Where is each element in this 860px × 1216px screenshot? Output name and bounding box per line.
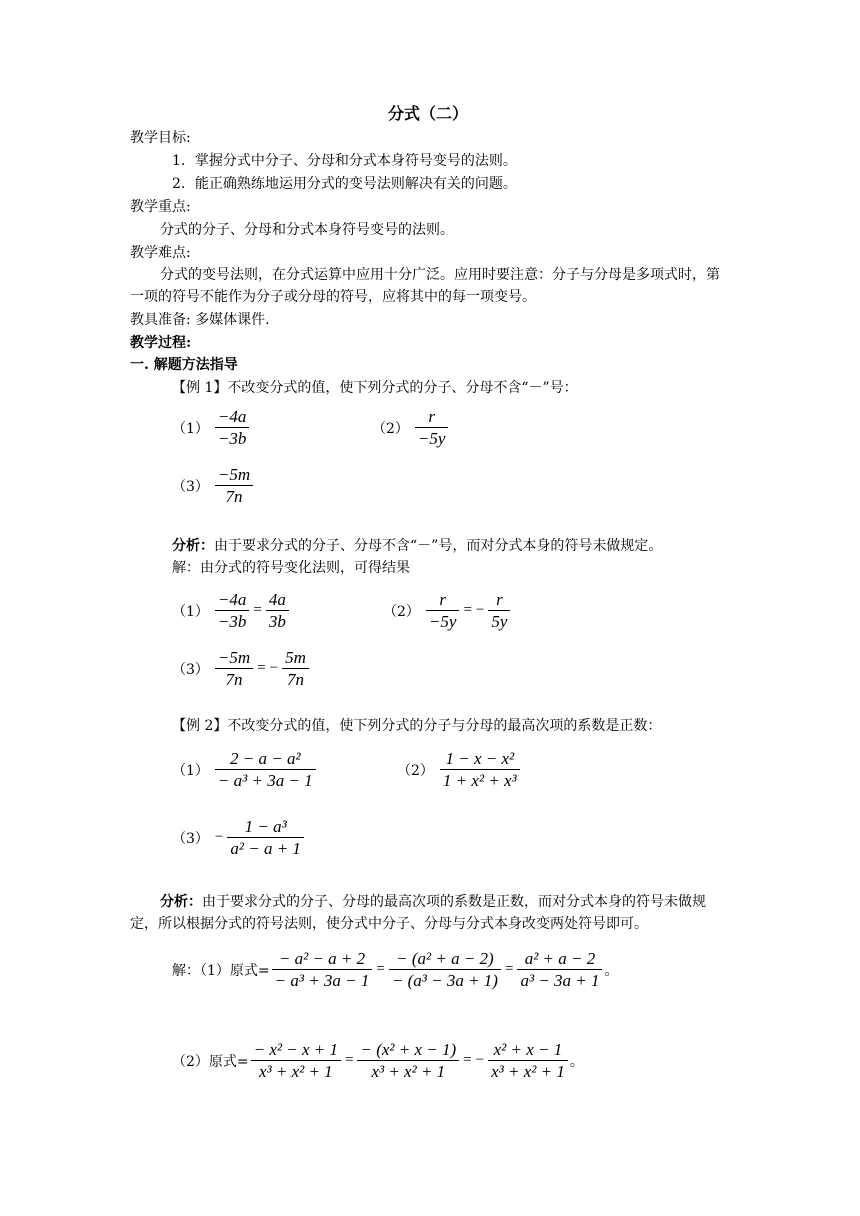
- denominator: x³ + x² + 1: [371, 1062, 446, 1081]
- fraction: [215, 406, 249, 449]
- numerator: − (a² + a − 2): [396, 949, 494, 968]
- example-2-item-2: [397, 748, 522, 791]
- denominator: a² − a + 1: [230, 839, 301, 858]
- denominator: 3b: [268, 612, 286, 631]
- item-label: （2）: [397, 762, 434, 779]
- example-2-item-3: [172, 816, 306, 859]
- fraction: [227, 816, 304, 859]
- analysis-label: 分析：: [160, 894, 202, 910]
- section-heading: 一. 解题方法指导: [130, 357, 238, 373]
- equals-sign: =: [504, 961, 514, 977]
- fraction: [215, 748, 316, 791]
- fraction: [517, 948, 602, 991]
- numerator: r: [428, 407, 435, 426]
- item-label: （3）: [172, 661, 209, 678]
- period: 。: [604, 962, 619, 979]
- period: 。: [569, 1053, 584, 1070]
- fraction: [426, 589, 460, 632]
- numerator: −4a: [217, 407, 247, 426]
- denominator: x³ + x² + 1: [491, 1062, 565, 1081]
- numerator: − (x² + x − 1): [360, 1040, 457, 1059]
- example-2-analysis: [130, 891, 730, 935]
- difficulty-text: 分式的变号法则，在分式运算中应用十分广泛。应用时要注意：分子与分母是多项式时，第一项的符号不能作为分子或分母的符号，应将其中的每一项变号。: [130, 267, 720, 305]
- denominator: −5y: [417, 429, 446, 448]
- example-2-solution-2: [172, 1039, 584, 1082]
- example-2-prompt: 【例 2】不改变分式的值，使下列分式的分子与分母的最高次项的系数是正数：: [172, 718, 662, 734]
- example-1-analysis: [172, 536, 662, 556]
- numerator: 1 − a³: [244, 817, 287, 836]
- numerator: −4a: [217, 590, 247, 609]
- denominator: −5y: [428, 612, 457, 631]
- denominator: x³ + x² + 1: [258, 1062, 333, 1081]
- denominator: 7n: [287, 670, 304, 689]
- example-1-item-1: [172, 406, 251, 449]
- equals-sign: =: [463, 602, 472, 618]
- analysis-text: 由于要求分式的分子、分母不含“－”号，而对分式本身的符号未做规定。: [214, 538, 663, 554]
- denominator: 7n: [225, 487, 243, 506]
- item-label: （2）: [372, 420, 409, 437]
- fraction: [215, 464, 253, 507]
- fraction: [251, 1039, 341, 1082]
- solution-lead: （2）原式=: [172, 1053, 249, 1070]
- denominator: − a³ + 3a − 1: [217, 771, 313, 790]
- fraction: [357, 1039, 459, 1082]
- key-heading: 教学重点:: [130, 199, 191, 215]
- numerator: 5m: [285, 648, 306, 667]
- item-label: （3）: [172, 830, 209, 847]
- example-2-item-1: [172, 748, 318, 791]
- numerator: a² + a − 2: [524, 949, 596, 968]
- denominator: 1 + x² + x³: [442, 771, 517, 790]
- numerator: −5m: [217, 465, 251, 484]
- fraction: [272, 948, 373, 991]
- tools-text: 教具准备: 多媒体课件.: [130, 312, 270, 328]
- denominator: − a³ + 3a − 1: [274, 971, 370, 990]
- numerator: −5m: [217, 648, 251, 667]
- analysis-text: 由于要求分式的分子、分母的最高次项的系数是正数，而对分式本身的符号未做规定，所以根据分式的符号法则，使分式中分子、分母与分式本身改变两处符号即可。: [130, 894, 706, 932]
- minus-sign: −: [269, 660, 279, 676]
- example-1-item-2: [372, 406, 450, 449]
- denominator: 5y: [491, 612, 508, 631]
- solution-lead: 解：（1）原式=: [172, 962, 270, 979]
- objective-1: 1．掌握分式中分子、分母和分式本身符号变号的法则。: [172, 153, 517, 169]
- fraction: [415, 406, 449, 449]
- fraction: [215, 589, 249, 632]
- key-text: 分式的分子、分母和分式本身符号变号的法则。: [160, 222, 454, 238]
- denominator: −3b: [217, 612, 247, 631]
- denominator: 7n: [225, 670, 243, 689]
- equals-sign: =: [253, 602, 262, 618]
- fraction: [282, 647, 309, 690]
- process-heading: 教学过程:: [130, 335, 192, 351]
- equals-sign: =: [345, 1052, 354, 1068]
- numerator: − x² − x + 1: [253, 1040, 338, 1059]
- example-2-solution-1: [172, 948, 618, 991]
- fraction: [215, 647, 253, 690]
- numerator: x² + x − 1: [493, 1040, 563, 1059]
- minus-sign: −: [214, 829, 224, 845]
- fraction: [389, 948, 501, 991]
- equals-sign: =: [463, 1052, 472, 1068]
- numerator: r: [439, 590, 446, 609]
- denominator: −3b: [217, 429, 247, 448]
- item-label: （1）: [172, 420, 209, 437]
- fraction: [440, 748, 520, 791]
- equals-sign: =: [376, 961, 385, 977]
- fraction: [488, 589, 510, 632]
- analysis-label: 分析：: [172, 538, 214, 554]
- example-1-solution-3: [172, 647, 311, 690]
- objective-2: 2．能正确熟练地运用分式的变号法则解决有关的问题。: [172, 176, 517, 192]
- objectives-heading: 教学目标:: [130, 130, 191, 146]
- example-1-item-3: [172, 464, 255, 507]
- minus-sign: −: [475, 1052, 485, 1068]
- denominator: − (a³ − 3a + 1): [391, 971, 498, 990]
- numerator: 4a: [268, 590, 286, 609]
- example-1-prompt: 【例 1】不改变分式的值，使下列分式的分子、分母不含“－”号：: [172, 380, 578, 396]
- numerator: r: [496, 590, 503, 609]
- fraction: [488, 1039, 568, 1082]
- minus-sign: −: [475, 602, 485, 618]
- item-label: （3）: [172, 478, 209, 495]
- numerator: 2 − a − a²: [230, 749, 301, 768]
- example-1-solution-1: [172, 589, 291, 632]
- item-label: （2）: [383, 603, 420, 620]
- difficulty-heading: 教学难点:: [130, 245, 191, 261]
- example-1-solution-intro: 解：由分式的符号变化法则，可得结果: [172, 560, 410, 576]
- item-label: （1）: [172, 762, 209, 779]
- fraction: [266, 589, 289, 632]
- numerator: − a² − a + 2: [278, 949, 366, 968]
- equals-sign: =: [257, 660, 266, 676]
- item-label: （1）: [172, 603, 209, 620]
- example-1-solution-2: [383, 589, 512, 632]
- page-title: 分式（二）: [388, 104, 469, 123]
- denominator: a³ − 3a + 1: [520, 971, 600, 990]
- numerator: 1 − x − x²: [445, 749, 515, 768]
